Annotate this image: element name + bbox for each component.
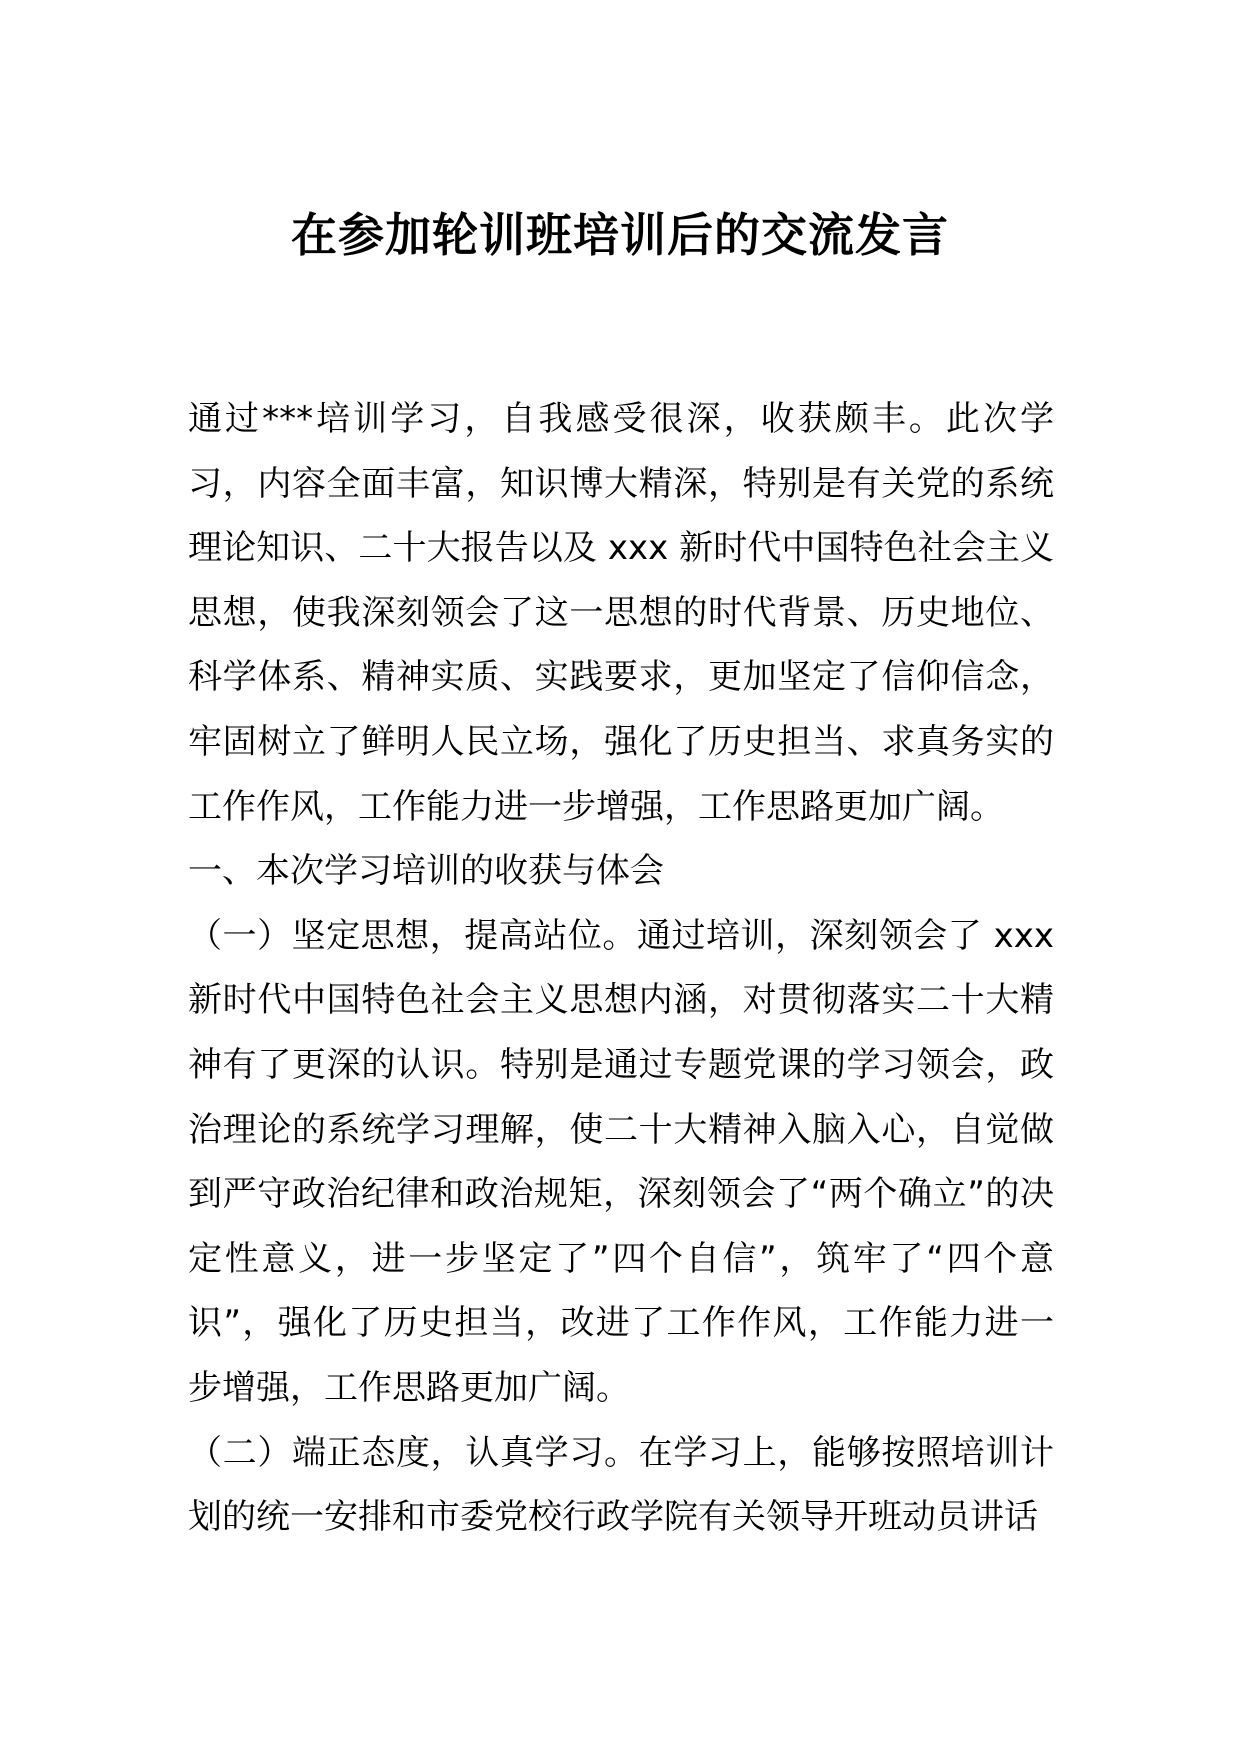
- paragraph-subsection-2: （二）端正态度，认真学习。在学习上，能够按照培训计划的统一安排和市委党校行政学院有关领导开班动员讲话: [188, 1432, 1054, 1538]
- document-title: 在参加轮训班培训后的交流发言: [291, 208, 949, 262]
- paragraph-subsection-1: （一）坚定思想，提高站位。通过培训，深刻领会了 xxx 新时代中国特色社会主义思想内涵，对贯彻落实二十大精神有了更深的认识。特别是通过专题党课的学习领会，政治理论的系统学习理解，使二十大精神入脑入心，自觉做到严守政治纪律和政治规矩，深刻领会了“两个确立”的决定性意义，进一步坚定了”四个自信”，筑牢了“四个意识”，强化了历史担当，改进了工作作风，工作能力进一步增强，工作思路更加广阔。: [188, 915, 1054, 1408]
- document-body: [188, 387, 1054, 1550]
- paragraph-intro: 通过***培训学习，自我感受很深，收获颇丰。此次学习，内容全面丰富，知识博大精深，特别是有关党的系统理论知识、二十大报告以及 xxx 新时代中国特色社会主义思想，使我深刻领会了这一思想的时代背景、历史地位、科学体系、精神实质、实践要求，更加坚定了信仰信念，牢固树立了鲜明人民立场，强化了历史担当、求真务实的工作作风，工作能力进一步增强，工作思路更加广阔。: [188, 399, 1054, 827]
- section-heading-1: 一、本次学习培训的收获与体会: [188, 851, 664, 892]
